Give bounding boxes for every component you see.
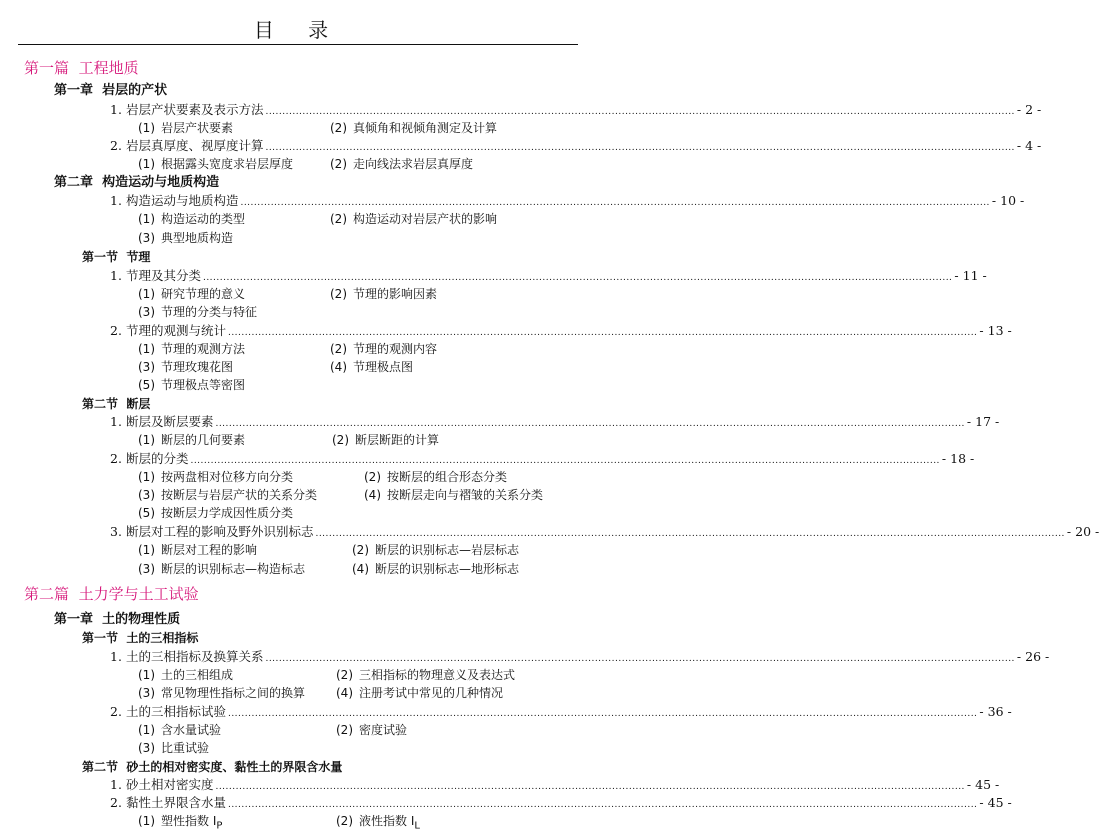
entry-number: 2. <box>110 138 122 153</box>
subitem-text: 节理玫瑰花图 <box>161 360 234 374</box>
subitem-index: (3) <box>138 488 155 502</box>
part-heading[interactable] <box>24 586 199 602</box>
toc-entry[interactable] <box>110 704 1012 722</box>
page-number: - 11 - <box>954 268 987 283</box>
toc-subitem[interactable] <box>330 286 437 302</box>
subitem-text: 研究节理的意义 <box>161 287 246 301</box>
toc-subitem[interactable] <box>364 469 507 485</box>
entry-number: 2. <box>110 704 122 719</box>
subitem-text: 塑性指数 I <box>161 814 217 828</box>
toc-subitem[interactable] <box>336 722 407 738</box>
subitem-index: (2) <box>336 723 353 737</box>
toc-subitem[interactable] <box>138 286 245 302</box>
dot-leader: ............................................................................................................................................................................................................................... <box>215 782 965 792</box>
toc-subitem[interactable] <box>330 211 497 227</box>
subitem-index: (3) <box>138 562 155 576</box>
subitem-text: 节理的影响因素 <box>353 287 438 301</box>
entry-number: 3. <box>110 524 122 539</box>
chapter-title: 土的物理性质 <box>102 612 181 627</box>
toc-subitem[interactable] <box>138 156 293 172</box>
toc-entry[interactable] <box>110 102 1042 120</box>
subitem-index: (2) <box>330 121 347 135</box>
subitem-index: (2) <box>364 470 381 484</box>
subitem-index: (4) <box>364 488 381 502</box>
toc-subitem[interactable] <box>352 542 519 558</box>
toc-entry[interactable] <box>110 193 1025 211</box>
dot-leader: ............................................................................................................................................................................................................................... <box>227 800 978 810</box>
subitem-index: (1) <box>138 668 155 682</box>
toc-subitem[interactable] <box>138 505 293 521</box>
chapter-label: 第一章 <box>54 83 94 98</box>
section-heading[interactable] <box>82 249 150 265</box>
page-number: - 10 - <box>991 193 1025 208</box>
subitem-text: 节理极点等密图 <box>161 378 246 392</box>
toc-entry[interactable] <box>110 777 1000 795</box>
toc-subitem[interactable] <box>138 230 233 246</box>
subitem-index: (3) <box>138 305 155 319</box>
dot-leader: ............................................................................................................................................................................................................................... <box>215 419 965 429</box>
subitem-index: (2) <box>330 287 347 301</box>
subitem-text: 按两盘相对位移方向分类 <box>161 470 294 484</box>
subitem-text: 节理极点图 <box>353 360 414 374</box>
subscript: L <box>414 820 420 832</box>
subitem-text: 节理的观测内容 <box>353 342 438 356</box>
toc-subitem[interactable] <box>138 561 305 577</box>
dot-leader: ............................................................................................................................................................................................................................... <box>265 107 1015 117</box>
subitem-text: 节理的分类与特征 <box>161 305 258 319</box>
subitem-text: 三相指标的物理意义及表达式 <box>359 668 516 682</box>
dot-leader: ............................................................................................................................................................................................................................... <box>190 456 940 466</box>
page-number: - 45 - <box>979 795 1012 810</box>
subitem-text: 液性指数 I <box>359 814 415 828</box>
entry-number: 1. <box>110 649 122 664</box>
subitem-index: (1) <box>138 470 155 484</box>
entry-number: 1. <box>110 414 122 429</box>
section-title: 断层 <box>126 397 151 411</box>
section-title: 砂土的相对密实度、黏性土的界限含水量 <box>126 760 343 774</box>
dot-leader: ............................................................................................................................................................................................................................... <box>315 529 1065 539</box>
toc-subitem[interactable] <box>138 341 245 357</box>
subitem-text: 构造运动对岩层产状的影响 <box>353 212 498 226</box>
page-number: - 36 - <box>979 704 1012 719</box>
subitem-index: (5) <box>138 378 155 392</box>
section-title: 土的三相指标 <box>126 631 199 645</box>
subitem-index: (1) <box>138 287 155 301</box>
toc-subitem[interactable] <box>352 561 519 577</box>
dot-leader: ............................................................................................................................................................................................................................... <box>240 198 990 208</box>
toc-entry[interactable] <box>110 524 1099 542</box>
toc-subitem[interactable] <box>138 740 209 756</box>
subitem-index: (1) <box>138 543 155 557</box>
page-number: - 18 - <box>941 451 975 466</box>
toc-subitem[interactable] <box>138 813 222 834</box>
subitem-text: 按断层的组合形态分类 <box>387 470 508 484</box>
subitem-text: 断层的识别标志—地形标志 <box>375 562 520 576</box>
subitem-index: (1) <box>138 433 155 447</box>
subitem-text: 断层断距的计算 <box>355 433 440 447</box>
toc-subitem[interactable] <box>138 487 317 503</box>
toc-subitem[interactable] <box>364 487 543 503</box>
toc-subitem[interactable] <box>336 667 515 683</box>
page-title: 目 录 <box>253 18 343 42</box>
entry-title: 断层及断层要素 <box>125 414 214 429</box>
subscript: P <box>216 820 223 832</box>
section-heading[interactable] <box>82 759 342 775</box>
section-heading[interactable] <box>82 396 150 412</box>
chapter-label: 第一章 <box>54 612 94 627</box>
page-number: - 45 - <box>966 777 1000 792</box>
section-title: 节理 <box>126 250 151 264</box>
section-label: 第二节 <box>82 760 119 774</box>
subitem-index: (4) <box>352 562 369 576</box>
toc-subitem[interactable] <box>330 359 413 375</box>
entry-number: 1. <box>110 102 122 117</box>
subitem-text: 岩层产状要素 <box>161 121 234 135</box>
subitem-index: (1) <box>138 157 155 171</box>
subitem-index: (2) <box>336 814 353 828</box>
dot-leader: ............................................................................................................................................................................................................................... <box>202 273 953 283</box>
subitem-index: (2) <box>336 668 353 682</box>
toc-subitem[interactable] <box>138 542 257 558</box>
dot-leader: ............................................................................................................................................................................................................................... <box>227 709 978 719</box>
dot-leader: ............................................................................................................................................................................................................................... <box>265 143 1015 153</box>
entry-number: 2. <box>110 323 122 338</box>
subitem-text: 常见物理性指标之间的换算 <box>161 686 306 700</box>
subitem-index: (3) <box>138 741 155 755</box>
subitem-text: 节理的观测方法 <box>161 342 246 356</box>
toc-entry[interactable] <box>110 795 1012 813</box>
toc-subitem[interactable] <box>330 120 497 136</box>
section-label: 第一节 <box>82 250 119 264</box>
subitem-index: (1) <box>138 121 155 135</box>
toc-entry[interactable] <box>110 268 987 286</box>
page-number: - 13 - <box>979 323 1012 338</box>
entry-title: 砂土相对密实度 <box>125 777 214 792</box>
entry-title: 黏性土界限含水量 <box>125 795 226 810</box>
section-label: 第一节 <box>82 631 119 645</box>
subitem-text: 注册考试中常见的几种情况 <box>359 686 504 700</box>
toc-subitem[interactable] <box>138 469 293 485</box>
subitem-index: (5) <box>138 506 155 520</box>
subitem-text: 断层对工程的影响 <box>161 543 258 557</box>
part-label: 第一篇 <box>24 59 70 77</box>
toc-subitem[interactable] <box>330 341 437 357</box>
toc-subitem[interactable] <box>138 667 233 683</box>
entry-title: 构造运动与地质构造 <box>125 193 239 208</box>
entry-title: 土的三相指标试验 <box>125 704 226 719</box>
entry-title: 土的三相指标及换算关系 <box>125 649 264 664</box>
toc-subitem[interactable] <box>138 685 305 701</box>
toc-subitem[interactable] <box>330 156 473 172</box>
entry-number: 1. <box>110 777 122 792</box>
subitem-text: 断层的识别标志—构造标志 <box>161 562 306 576</box>
chapter-heading[interactable] <box>54 175 219 191</box>
chapter-title: 岩层的产状 <box>102 83 168 98</box>
subitem-index: (2) <box>332 433 349 447</box>
toc-entry[interactable] <box>110 323 1012 341</box>
page-number: - 2 - <box>1016 102 1042 117</box>
subitem-index: (2) <box>330 212 347 226</box>
entry-title: 断层对工程的影响及野外识别标志 <box>125 524 314 539</box>
subitem-index: (1) <box>138 342 155 356</box>
entry-number: 1. <box>110 268 122 283</box>
toc-subitem[interactable] <box>138 722 221 738</box>
toc-subitem[interactable] <box>138 359 233 375</box>
subitem-text: 断层的识别标志—岩层标志 <box>375 543 520 557</box>
dot-leader: ............................................................................................................................................................................................................................... <box>265 654 1015 664</box>
entry-title: 节理的观测与统计 <box>125 323 226 338</box>
toc-subitem[interactable] <box>138 304 257 320</box>
page-number: - 20 - <box>1066 524 1099 539</box>
subitem-text: 断层的几何要素 <box>161 433 246 447</box>
entry-number: 2. <box>110 451 122 466</box>
entry-title: 断层的分类 <box>125 451 189 466</box>
subitem-text: 土的三相组成 <box>161 668 234 682</box>
toc-entry[interactable] <box>110 649 1050 667</box>
toc-subitem[interactable] <box>138 377 245 393</box>
part-label: 第二篇 <box>24 585 70 603</box>
subitem-index: (4) <box>336 686 353 700</box>
toc-subitem[interactable] <box>332 432 439 448</box>
entry-number: 1. <box>110 193 122 208</box>
part-title: 工程地质 <box>78 59 139 77</box>
subitem-text: 比重试验 <box>161 741 210 755</box>
subitem-text: 密度试验 <box>359 723 408 737</box>
section-label: 第二节 <box>82 397 119 411</box>
part-heading[interactable] <box>24 60 139 76</box>
page-number: - 26 - <box>1016 649 1050 664</box>
subitem-text: 走向线法求岩层真厚度 <box>353 157 474 171</box>
subitem-index: (1) <box>138 723 155 737</box>
subitem-text: 根据露头宽度求岩层厚度 <box>161 157 294 171</box>
subitem-text: 按断层力学成因性质分类 <box>161 506 294 520</box>
chapter-heading[interactable] <box>54 83 167 99</box>
subitem-index: (2) <box>330 342 347 356</box>
subitem-index: (3) <box>138 360 155 374</box>
subitem-text: 构造运动的类型 <box>161 212 246 226</box>
chapter-heading[interactable] <box>54 612 180 628</box>
title-rule <box>18 44 578 45</box>
entry-title: 岩层真厚度、视厚度计算 <box>125 138 264 153</box>
page-number: - 17 - <box>966 414 1000 429</box>
subitem-index: (4) <box>330 360 347 374</box>
subitem-index: (3) <box>138 231 155 245</box>
subitem-text: 按断层与岩层产状的关系分类 <box>161 488 318 502</box>
page-number: - 4 - <box>1016 138 1042 153</box>
toc-subitem[interactable] <box>138 120 233 136</box>
subitem-text: 典型地质构造 <box>161 231 234 245</box>
entry-title: 节理及其分类 <box>125 268 201 283</box>
subitem-index: (1) <box>138 212 155 226</box>
dot-leader: ............................................................................................................................................................................................................................... <box>227 328 978 338</box>
section-heading[interactable] <box>82 630 198 646</box>
toc-entry[interactable] <box>110 138 1042 156</box>
entry-number: 2. <box>110 795 122 810</box>
chapter-label: 第二章 <box>54 175 94 190</box>
toc-subitem[interactable] <box>336 685 503 701</box>
subitem-text: 含水量试验 <box>161 723 222 737</box>
part-title: 土力学与土工试验 <box>78 585 199 603</box>
subitem-index: (2) <box>330 157 347 171</box>
entry-title: 岩层产状要素及表示方法 <box>125 102 264 117</box>
subitem-index: (3) <box>138 686 155 700</box>
toc-subitem[interactable] <box>336 813 420 834</box>
subitem-text: 按断层走向与褶皱的关系分类 <box>387 488 544 502</box>
subitem-text: 真倾角和视倾角测定及计算 <box>353 121 498 135</box>
toc-entry[interactable] <box>110 451 975 469</box>
toc-subitem[interactable] <box>138 432 245 448</box>
subitem-index: (2) <box>352 543 369 557</box>
subitem-index: (1) <box>138 814 155 828</box>
toc-subitem[interactable] <box>138 211 245 227</box>
chapter-title: 构造运动与地质构造 <box>102 175 220 190</box>
toc-entry[interactable] <box>110 414 1000 432</box>
